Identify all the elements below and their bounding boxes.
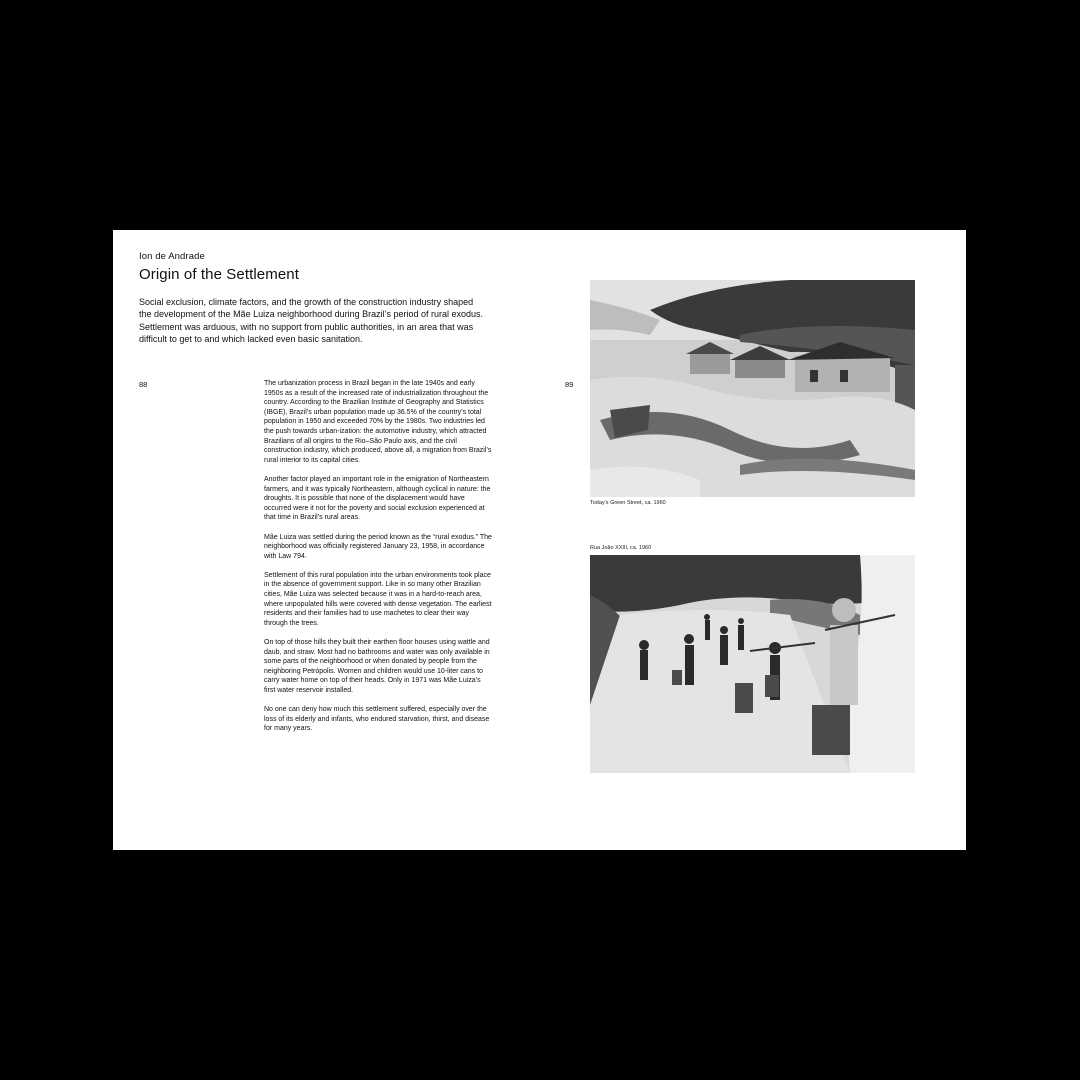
paragraph: On top of those hills they built their earthen floor houses using wattle and daub, and straw. Most had no bathrooms and water was only available in some parts of the neighborhood or when donated by people from the neighboring Petrópolis. Women and children would use 10-liter cans to carry water home on top of their heads. Only in 1971 was Mãe Luiza’s first water reservoir installed. [264,639,490,694]
page-number-right: 89 [565,380,574,389]
body-text [264,379,492,744]
photo-green-street [590,280,915,497]
paragraph: Another factor played an important role in the emigration of Northeastern farmers, and it was typically Northeastern, although cyclical in nature: the droughts. It is possible that none of the displacement would have occurred were it not for the poverty and social exclusion experienced at that time in Brazil’s rural areas. [264,475,491,522]
photo-rua-joao [590,555,915,773]
article-title: Origin of the Settlement [139,266,299,283]
paragraph: The urbanization process in Brazil began in the late 1940s and early 1950s as a result of the increased rate of industrialization throughout the country. According to the Brazilian Institute of Geography and Statistics (IBGE), Brazil’s urban population made up 36.5% of the country’s total population in 1950 and exceeded 70% by the 1980s. Two industries led the push towards urban-ization: the automotive industry, which attracted Brazilians of all origins to the Rio–São Paulo axis, and the civil construction industry, which produced, above all, a migration from Brazil’s rural interior to its capital cities. [264,380,492,464]
book-spread [113,230,966,850]
author-name: Ion de Andrade [139,251,205,262]
intro-lede: Social exclusion, climate factors, and the growth of the construction industry shaped the development of the Mãe Luiza neighborhood during Brazil’s period of rural exodus. Settlement was arduous, with no support from public authorities, in an area that was difficult to get to and which lacked even basic sanitation. [139,297,484,344]
page-number-left: 88 [139,380,148,389]
photo-caption: Rua João XXIII, ca. 1960 [590,545,652,551]
paragraph: Settlement of this rural population into the urban environments took place in the absence of government support. Like in so many other Brazilian cities, Mãe Luiza was selected because it was in a hard-to-reach area, where unpopulated hills were covered with dense vegetation. The earliest residents and their families had to use machetes to clear their way through the trees. [264,571,492,627]
paragraph: Mãe Luiza was settled during the period known as the “rural exodus.” The neighborhood was officially registered January 23, 1958, in accordance with Law 794. [264,533,492,560]
paragraph: No one can deny how much this settlement suffered, especially over the loss of its elderly and infants, who endured starvation, thirst, and disease for many years. [264,706,490,733]
photo-caption: Today’s Green Street, ca. 1960 [590,500,666,506]
